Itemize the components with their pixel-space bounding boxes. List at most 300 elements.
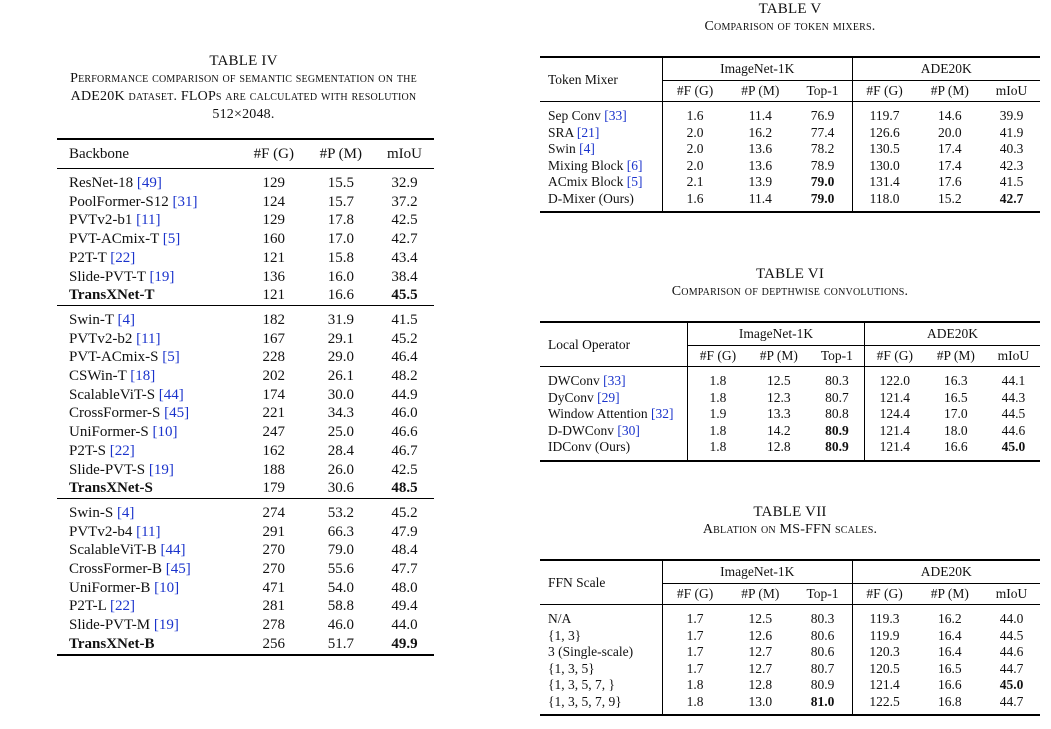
metric-header: Top-1 — [794, 584, 852, 605]
table-row — [57, 193, 434, 212]
table-row — [540, 390, 1040, 407]
table-iv-caption-line-1: Performance comparison of semantic segmentation on the — [70, 71, 417, 86]
value-cell: 17.0 — [943, 406, 968, 421]
metric-header: #P (M) — [727, 584, 793, 605]
backbone-cell — [57, 442, 241, 461]
value-cell: 1.7 — [663, 661, 728, 678]
citation-link[interactable]: [19] — [148, 461, 174, 478]
value-cell: 16.4 — [938, 644, 962, 659]
backbone-name: CrossFormer-B — [69, 561, 163, 578]
citation-link[interactable]: [4] — [117, 311, 135, 328]
backbone-name: UniFormer-S — [69, 424, 149, 441]
value-cell: 41.9 — [999, 124, 1024, 140]
backbone-cell — [57, 249, 241, 268]
citation-link[interactable]: [32] — [650, 406, 674, 421]
backbone-name: Slide-PVT-M — [69, 617, 151, 634]
flops-cell: 162 — [262, 442, 286, 459]
miou-cell: 48.0 — [391, 579, 418, 596]
flops-cell: 221 — [262, 405, 286, 422]
value-cell: 11.4 — [727, 191, 793, 213]
operator-cell — [540, 406, 688, 423]
table-row — [57, 579, 434, 598]
value-cell: 1.7 — [663, 644, 728, 661]
backbone-cell — [57, 560, 241, 579]
citation-link[interactable]: [29] — [597, 389, 620, 405]
value-cell: 2.0 — [663, 125, 728, 142]
params-cell: 28.4 — [327, 442, 354, 459]
backbone-cell — [57, 616, 241, 635]
group-header-imagenet: ImageNet-1K — [663, 57, 853, 81]
flops-cell: 471 — [262, 579, 286, 596]
flops-cell: 202 — [262, 368, 286, 385]
miou-cell: 46.0 — [391, 405, 418, 422]
value-cell: 12.8 — [748, 439, 810, 461]
backbone-name: PoolFormer-S12 — [69, 193, 169, 210]
value-cell: 14.6 — [938, 108, 962, 123]
operator-cell — [540, 390, 688, 407]
flops-cell: 274 — [241, 498, 307, 522]
table-row — [57, 386, 434, 405]
value-cell: 44.3 — [1001, 389, 1026, 405]
value-cell: 80.6 — [810, 644, 835, 659]
value-cell: 44.6 — [1001, 422, 1026, 438]
backbone-cell — [57, 348, 241, 367]
params-cell: 54.0 — [327, 579, 354, 596]
table-iv — [0, 52, 487, 656]
value-cell: 81.0 — [794, 694, 852, 716]
citation-link[interactable]: [11] — [136, 212, 161, 229]
params-cell: 26.0 — [327, 461, 354, 478]
citation-link[interactable]: [11] — [136, 523, 161, 540]
value-cell: 2.0 — [663, 158, 728, 175]
operator-cell — [540, 191, 663, 213]
flops-cell: 188 — [262, 461, 286, 478]
value-cell: 80.7 — [810, 660, 835, 676]
value-cell: 130.0 — [852, 158, 917, 175]
flops-cell: 124 — [262, 193, 286, 210]
value-cell: 42.3 — [999, 157, 1024, 173]
operator-name: {1, 3, 5, 7, 9} — [548, 693, 622, 709]
miou-cell: 49.4 — [391, 598, 418, 615]
value-cell: 1.6 — [663, 102, 728, 125]
header-row-groups — [540, 560, 1040, 584]
value-cell: 80.6 — [810, 627, 835, 643]
citation-link[interactable]: [5] — [162, 349, 180, 366]
citation-link[interactable]: [11] — [136, 330, 161, 347]
params-cell: 30.6 — [327, 480, 354, 497]
col-header-miou: mIoU — [375, 139, 434, 169]
backbone-cell — [57, 286, 241, 305]
value-cell: 122.5 — [852, 694, 917, 716]
miou-cell: 45.2 — [375, 498, 434, 522]
miou-cell: 47.9 — [391, 523, 418, 540]
value-cell: 119.3 — [852, 605, 917, 628]
flops-cell: 182 — [241, 305, 307, 329]
table-row — [57, 560, 434, 579]
flops-cell: 174 — [262, 386, 286, 403]
operator-cell — [540, 158, 663, 175]
params-cell: 30.0 — [327, 386, 354, 403]
value-cell: 39.9 — [999, 108, 1024, 123]
citation-link[interactable]: [45] — [164, 405, 190, 422]
table-row — [540, 661, 1040, 678]
miou-cell: 46.6 — [391, 424, 418, 441]
citation-link[interactable]: [45] — [165, 561, 191, 578]
operator-cell — [540, 174, 663, 191]
value-cell: 122.0 — [864, 367, 924, 390]
operator-cell — [540, 439, 688, 461]
table-vii-grid — [540, 559, 1040, 716]
miou-cell: 44.9 — [391, 386, 418, 403]
citation-link[interactable]: [44] — [158, 386, 184, 403]
header-row-groups — [540, 322, 1040, 346]
value-cell: 80.3 — [825, 373, 849, 388]
operator-name: 3 (Single-scale) — [548, 644, 634, 659]
value-cell: 80.9 — [825, 422, 849, 438]
params-cell: 58.8 — [327, 598, 354, 615]
table-row — [57, 230, 434, 249]
table-row — [57, 367, 434, 386]
table-row — [57, 286, 434, 305]
backbone-name: TransXNet-B — [69, 635, 155, 652]
row-header: FFN Scale — [540, 560, 663, 605]
citation-link[interactable]: [33] — [604, 108, 627, 123]
operator-cell — [540, 694, 663, 716]
value-cell: 16.2 — [938, 611, 962, 626]
value-cell: 44.5 — [1001, 406, 1026, 421]
metric-header: Top-1 — [810, 346, 865, 367]
table-row — [540, 141, 1040, 158]
table-vi-title: TABLE VI — [755, 266, 825, 282]
table-row — [540, 694, 1040, 716]
citation-link[interactable]: [49] — [136, 175, 162, 191]
group-header-ade20k: ADE20K — [864, 322, 1040, 346]
table-vii-title: TABLE VII — [753, 504, 827, 520]
value-cell: 1.6 — [663, 191, 728, 213]
value-cell: 12.3 — [767, 389, 791, 405]
backbone-name: P2T-S — [69, 442, 106, 459]
value-cell: 17.4 — [938, 157, 962, 173]
operator-name: N/A — [548, 611, 572, 626]
value-cell: 42.7 — [983, 191, 1040, 213]
table-v — [540, 0, 1040, 213]
value-cell: 1.8 — [688, 390, 748, 407]
operator-name: Sep Conv — [548, 108, 601, 123]
operator-name: ACmix Block — [548, 174, 624, 189]
value-cell: 13.6 — [748, 157, 773, 173]
table-vi-grid — [540, 321, 1040, 462]
backbone-cell — [57, 404, 241, 423]
params-cell: 29.1 — [327, 330, 354, 347]
value-cell: 126.6 — [852, 125, 917, 142]
row-header: Token Mixer — [540, 57, 663, 102]
value-cell: 16.3 — [943, 373, 968, 388]
table-row — [57, 523, 434, 542]
params-cell: 29.0 — [327, 349, 354, 366]
value-cell: 44.1 — [1001, 373, 1026, 388]
table-row — [540, 677, 1040, 694]
value-cell: 13.9 — [748, 174, 773, 189]
flops-cell: 129 — [262, 212, 286, 229]
backbone-name: PVTv2-b2 — [69, 330, 133, 347]
citation-link[interactable]: [22] — [109, 598, 135, 615]
operator-cell — [540, 125, 663, 142]
miou-cell: 49.9 — [375, 635, 434, 655]
backbone-cell — [57, 386, 241, 405]
value-cell: 44.6 — [999, 644, 1024, 659]
operator-cell — [540, 644, 663, 661]
value-cell: 41.5 — [999, 174, 1024, 189]
miou-cell: 43.4 — [391, 249, 418, 266]
value-cell: 45.0 — [987, 439, 1040, 461]
miou-cell: 44.0 — [391, 617, 418, 634]
value-cell: 120.3 — [852, 644, 917, 661]
citation-link[interactable]: [44] — [160, 542, 186, 559]
backbone-name: Slide-PVT-T — [69, 268, 146, 285]
miou-cell: 47.7 — [391, 561, 418, 578]
table-vi-caption: Comparison of depthwise convolutions. — [671, 284, 909, 299]
value-cell: 79.0 — [794, 191, 852, 213]
operator-name: Swin — [548, 141, 576, 156]
params-cell: 16.0 — [327, 268, 354, 285]
backbone-name: ScalableViT-B — [69, 542, 157, 559]
miou-cell: 48.5 — [391, 480, 418, 497]
params-cell: 16.6 — [327, 287, 354, 304]
value-cell: 1.8 — [663, 677, 728, 694]
citation-link[interactable]: [5] — [162, 231, 181, 248]
backbone-cell — [57, 597, 241, 616]
metric-header: #F (G) — [663, 584, 728, 605]
citation-link[interactable]: [18] — [130, 368, 156, 385]
citation-link[interactable]: [5] — [626, 174, 643, 189]
table-row — [540, 191, 1040, 213]
value-cell: 78.2 — [810, 141, 835, 156]
operator-name: {1, 3} — [548, 627, 582, 643]
table-row — [57, 249, 434, 268]
value-cell: 119.9 — [852, 628, 917, 645]
flops-cell: 121 — [262, 249, 286, 266]
citation-link[interactable]: [22] — [110, 249, 136, 266]
params-cell: 46.0 — [327, 617, 354, 634]
value-cell: 12.8 — [748, 677, 773, 692]
backbone-cell — [57, 635, 241, 655]
operator-name: D-DWConv — [548, 422, 614, 438]
table-row — [57, 169, 434, 193]
metric-header: #P (M) — [727, 81, 793, 102]
table-vi — [540, 265, 1040, 462]
backbone-name: PVT-ACmix-S — [69, 349, 159, 366]
value-cell: 80.8 — [825, 406, 849, 421]
citation-link[interactable]: [19] — [149, 268, 175, 285]
backbone-cell — [57, 579, 241, 598]
value-cell: 12.7 — [748, 660, 773, 676]
metric-header: mIoU — [987, 346, 1040, 367]
value-cell: 16.6 — [938, 677, 962, 692]
table-row — [540, 423, 1040, 440]
value-cell: 1.8 — [663, 694, 728, 716]
table-v-caption: Comparison of token mixers. — [704, 19, 876, 34]
value-cell: 12.5 — [748, 611, 773, 626]
metric-header: #F (G) — [864, 346, 924, 367]
backbone-cell — [57, 498, 241, 522]
value-cell: 1.8 — [688, 439, 748, 461]
operator-name: {1, 3, 5, 7, } — [548, 677, 615, 692]
table-row — [57, 597, 434, 616]
col-header-flops: #F (G) — [241, 139, 307, 169]
table-row — [57, 498, 434, 522]
backbone-cell — [57, 523, 241, 542]
citation-link[interactable]: [21] — [576, 124, 600, 140]
value-cell: 12.6 — [748, 627, 773, 643]
table-row — [57, 404, 434, 423]
value-cell: 13.6 — [748, 141, 773, 156]
table-v-grid — [540, 56, 1040, 213]
value-cell: 16.5 — [938, 660, 962, 676]
value-cell: 130.5 — [852, 141, 917, 158]
flops-cell: 179 — [262, 480, 286, 497]
backbone-name: P2T-T — [69, 249, 107, 266]
value-cell: 78.9 — [810, 157, 835, 173]
citation-link[interactable]: [6] — [626, 157, 643, 173]
value-cell: 121.4 — [864, 439, 924, 461]
citation-link[interactable]: [4] — [116, 504, 135, 521]
flops-cell: 270 — [262, 561, 286, 578]
operator-cell — [540, 141, 663, 158]
params-cell: 15.8 — [327, 249, 354, 266]
value-cell: 44.7 — [983, 694, 1040, 716]
flops-cell: 256 — [241, 635, 307, 655]
params-cell: 17.8 — [327, 212, 354, 229]
table-vii-caption: Ablation on MS-FFN scales. — [702, 522, 878, 537]
backbone-cell — [57, 230, 241, 249]
backbone-name: UniFormer-B — [69, 579, 151, 596]
table-row — [540, 367, 1040, 390]
table-row — [540, 644, 1040, 661]
miou-cell: 38.4 — [391, 268, 418, 285]
flops-cell: 281 — [262, 598, 286, 615]
table-row — [57, 268, 434, 287]
metric-header: #P (M) — [748, 346, 810, 367]
row-header: Local Operator — [540, 322, 688, 367]
table-iv-caption-line-2: ADE20K dataset. FLOPs are calculated with resolution — [70, 89, 417, 104]
backbone-cell — [57, 541, 241, 560]
operator-cell — [540, 423, 688, 440]
value-cell: 20.0 — [938, 124, 962, 140]
flops-cell: 270 — [262, 542, 286, 559]
value-cell: 76.9 — [810, 108, 835, 123]
backbone-name: PVT-ACmix-T — [69, 231, 160, 248]
table-row — [540, 158, 1040, 175]
miou-cell: 41.5 — [375, 305, 434, 329]
value-cell: 14.2 — [767, 422, 791, 438]
value-cell: 2.1 — [663, 174, 728, 191]
operator-name: Window Attention — [548, 406, 648, 421]
citation-link[interactable]: [10] — [152, 424, 178, 441]
table-iv-grid — [57, 138, 434, 656]
backbone-cell — [57, 461, 241, 480]
col-header-backbone: Backbone — [57, 139, 241, 169]
citation-link[interactable]: [33] — [603, 373, 626, 388]
miou-cell: 32.9 — [375, 169, 434, 193]
params-cell: 31.9 — [307, 305, 375, 329]
backbone-cell — [57, 330, 241, 349]
backbone-name: Swin-T — [69, 311, 114, 328]
metric-header: mIoU — [983, 81, 1040, 102]
operator-cell — [540, 605, 663, 628]
params-cell: 26.1 — [327, 368, 354, 385]
table-row — [57, 305, 434, 329]
metric-header: #P (M) — [925, 346, 987, 367]
backbone-name: ResNet-18 — [69, 175, 134, 191]
miou-cell: 45.2 — [391, 330, 418, 347]
table-row — [57, 461, 434, 480]
group-header-ade20k: ADE20K — [852, 57, 1040, 81]
value-cell: 16.8 — [917, 694, 983, 716]
operator-name: DWConv — [548, 373, 600, 388]
citation-link[interactable]: [4] — [579, 141, 595, 156]
operator-cell — [540, 367, 688, 390]
citation-link[interactable]: [10] — [154, 579, 180, 596]
value-cell: 131.4 — [852, 174, 917, 191]
backbone-name: PVTv2-b1 — [69, 212, 133, 229]
flops-cell: 278 — [262, 617, 286, 634]
value-cell: 1.9 — [688, 406, 748, 423]
miou-cell: 48.2 — [391, 368, 418, 385]
table-row — [57, 423, 434, 442]
params-cell: 25.0 — [327, 424, 354, 441]
value-cell: 16.4 — [938, 627, 962, 643]
table-vii — [540, 503, 1040, 716]
backbone-name: TransXNet-S — [69, 480, 153, 497]
table-row — [540, 174, 1040, 191]
citation-link[interactable]: [22] — [109, 442, 135, 459]
flops-cell: 129 — [241, 169, 307, 193]
backbone-name: ScalableViT-S — [69, 386, 156, 403]
miou-cell: 45.5 — [391, 287, 418, 304]
miou-cell: 46.4 — [391, 349, 418, 366]
metric-header: mIoU — [983, 584, 1040, 605]
value-cell: 12.5 — [767, 373, 791, 388]
value-cell: 17.6 — [938, 174, 962, 189]
group-header-imagenet: ImageNet-1K — [688, 322, 865, 346]
value-cell: 121.4 — [864, 390, 924, 407]
table-row — [540, 605, 1040, 628]
metric-header: #P (M) — [917, 81, 983, 102]
flops-cell: 121 — [262, 287, 286, 304]
citation-link[interactable]: [19] — [153, 617, 179, 634]
operator-cell — [540, 677, 663, 694]
table-row — [57, 348, 434, 367]
value-cell: 44.0 — [999, 611, 1024, 626]
backbone-cell — [57, 423, 241, 442]
value-cell: 80.3 — [810, 611, 835, 626]
backbone-cell — [57, 479, 241, 498]
operator-name: SRA — [548, 124, 574, 140]
operator-cell — [540, 628, 663, 645]
operator-cell — [540, 661, 663, 678]
value-cell: 44.7 — [999, 660, 1024, 676]
value-cell: 80.9 — [810, 677, 835, 692]
value-cell: 1.8 — [688, 367, 748, 390]
backbone-name: CSWin-T — [69, 368, 127, 385]
citation-link[interactable]: [31] — [172, 193, 198, 210]
flops-cell: 247 — [262, 424, 286, 441]
params-cell: 15.5 — [307, 169, 375, 193]
table-row — [57, 616, 434, 635]
citation-link[interactable]: [30] — [617, 422, 640, 438]
group-header-imagenet: ImageNet-1K — [663, 560, 853, 584]
value-cell: 11.4 — [748, 108, 772, 123]
